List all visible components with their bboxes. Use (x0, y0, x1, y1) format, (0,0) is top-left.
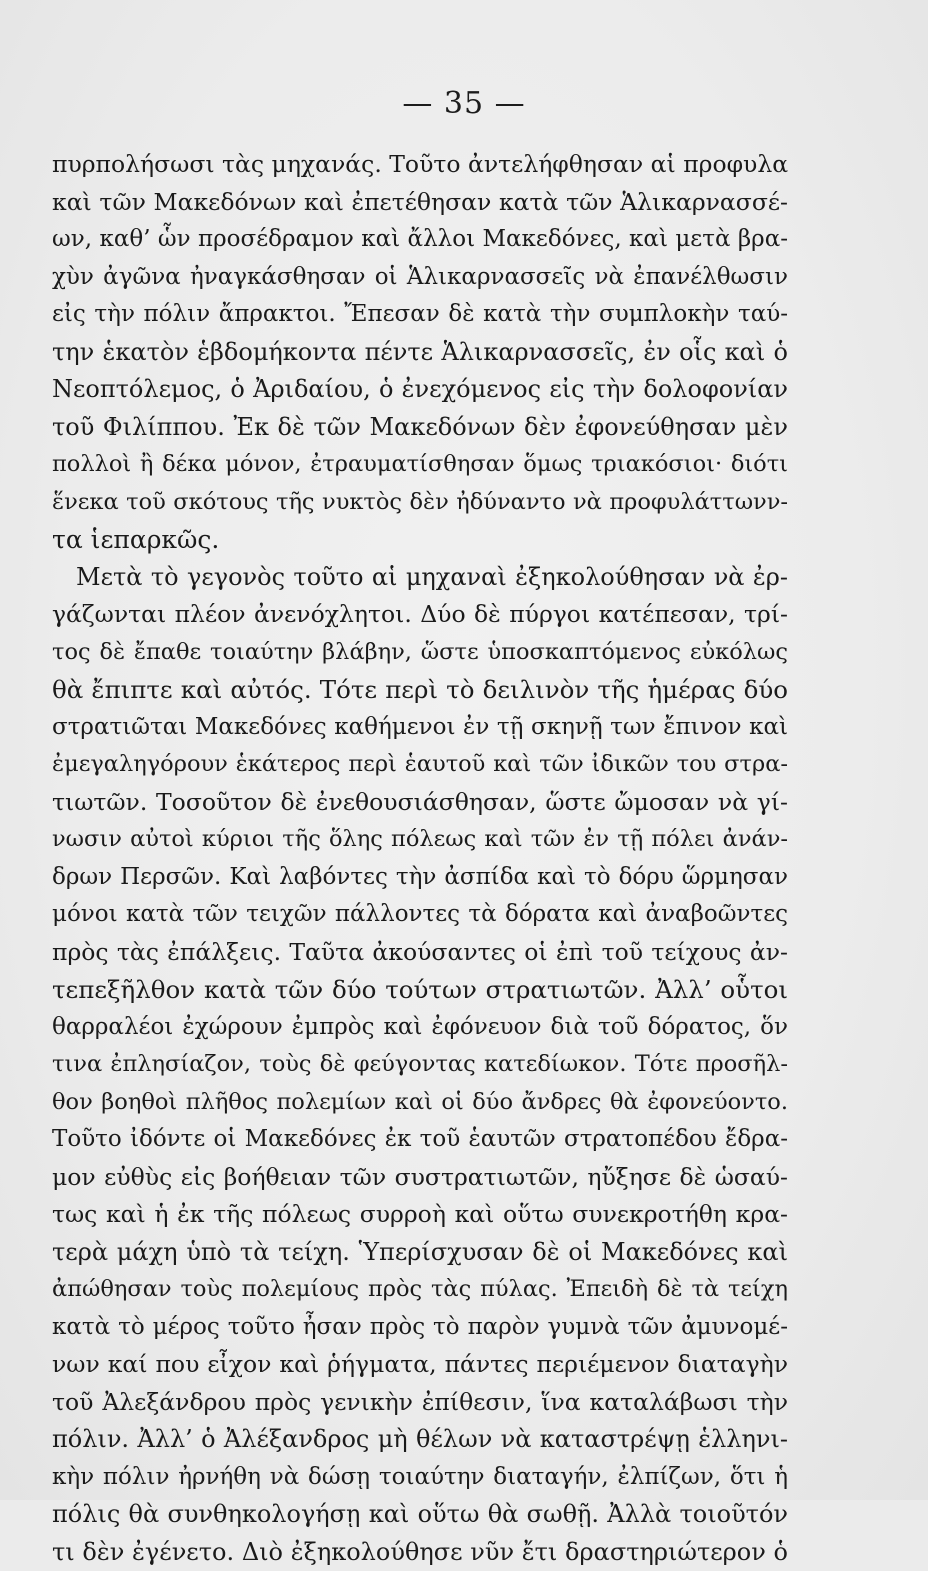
text-line: ἐμεγαληγόρουν ἑκάτερος περὶ ἑαυτοῦ καὶ τῶν ἰδικῶν του στρα- (52, 746, 788, 784)
text-line: πόλις θὰ συνθηκολογήσῃ καὶ οὕτω θὰ σωθῇ. Ἀλλὰ τοιοῦτόν (52, 1496, 788, 1534)
paragraph-end-line: τα ἱεπαρκῶς. (52, 521, 788, 559)
text-line: τος δὲ ἔπαθε τοιαύτην βλάβην, ὥστε ὑποσκαπτόμενος εὐκόλως (52, 634, 788, 672)
text-line: πόλιν. Ἀλλ’ ὁ Ἀλέξανδρος μὴ θέλων νὰ καταστρέψῃ ἑλληνι- (52, 1421, 788, 1459)
text-line: πολλοὶ ἢ δέκα μόνον, ἐτραυματίσθησαν ὅμως τριακόσιοι· διότι (52, 446, 788, 484)
text-line: μόνοι κατὰ τῶν τειχῶν πάλλοντες τὰ δόρατα καὶ ἀναβοῶντες (52, 896, 788, 934)
text-line: νωσιν αὐτοὶ κύριοι τῆς ὅλης πόλεως καὶ τῶν ἐν τῇ πόλει ἀνάν- (52, 821, 788, 859)
paragraph-start-line: Μετὰ τὸ γεγονὸς τοῦτο αἱ μηχαναὶ ἐξηκολούθησαν νὰ ἐρ- (52, 559, 788, 597)
text-line: κατὰ τὸ μέρος τοῦτο ἦσαν πρὸς τὸ παρὸν γυμνὰ τῶν ἀμυνομέ- (52, 1309, 788, 1347)
text-line: εἰς τὴν πόλιν ἄπρακτοι. Ἔπεσαν δὲ κατὰ τὴν συμπλοκὴν ταύ- (52, 296, 788, 334)
text-line: τοῦ Φιλίππου. Ἐκ δὲ τῶν Μακεδόνων δὲν ἐφονεύθησαν μὲν (52, 409, 788, 447)
text-line: ἀπώθησαν τοὺς πολεμίους πρὸς τὰς πύλας. Ἐπειδὴ δὲ τὰ τείχη (52, 1271, 788, 1309)
page-number: — 35 — (0, 86, 928, 121)
text-line: θαρραλέοι ἐχώρουν ἐμπρὸς καὶ ἐφόνευον διὰ τοῦ δόρατος, ὅν (52, 1009, 788, 1047)
text-line: καὶ τῶν Μακεδόνων καὶ ἐπετέθησαν κατὰ τῶν Ἁλικαρνασσέ- (52, 184, 788, 222)
text-line: τιωτῶν. Τοσοῦτον δὲ ἐνεθουσιάσθησαν, ὥστε ὤμοσαν νὰ γί- (52, 784, 788, 822)
text-line: ἕνεκα τοῦ σκότους τῆς νυκτὸς δὲν ἠδύναντο νὰ προφυλάττωνν- (52, 484, 788, 522)
text-line: τι δὲν ἐγένετο. Διὸ ἐξηκολούθησε νῦν ἔτι δραστηριώτερον ὁ (52, 1534, 788, 1571)
text-line: δρων Περσῶν. Καὶ λαβόντες τὴν ἀσπίδα καὶ τὸ δόρυ ὥρμησαν (52, 859, 788, 897)
text-line: πυρπολήσωσι τὰς μηχανάς. Τοῦτο ἀντελήφθησαν αἱ προφυλα (52, 146, 788, 184)
text-line: νων καί που εἶχον καὶ ῥήγματα, πάντες περιέμενον διαταγὴν (52, 1346, 788, 1384)
text-line: τως καὶ ἡ ἐκ τῆς πόλεως συρροὴ καὶ οὕτω συνεκροτήθη κρα- (52, 1196, 788, 1234)
text-line: τεπεξῆλθον κατὰ τῶν δύο τούτων στρατιωτῶν. Ἀλλ’ οὗτοι (52, 971, 788, 1009)
text-line: πρὸς τὰς ἐπάλξεις. Ταῦτα ἀκούσαντες οἱ ἐπὶ τοῦ τείχους ἀν- (52, 934, 788, 972)
text-line: τοῦ Ἀλεξάνδρου πρὸς γενικὴν ἐπίθεσιν, ἵνα καταλάβωσι τὴν (52, 1384, 788, 1422)
text-line: στρατιῶται Μακεδόνες καθήμενοι ἐν τῇ σκηνῇ των ἔπινον καὶ (52, 709, 788, 747)
text-line: τινα ἐπλησίαζον, τοὺς δὲ φεύγοντας κατεδίωκον. Τότε προσῆλ- (52, 1046, 788, 1084)
text-line: χὺν ἀγῶνα ἠναγκάσθησαν οἱ Ἁλικαρνασσεῖς νὰ ἐπανέλθωσιν (52, 259, 788, 297)
text-line: τερὰ μάχη ὑπὸ τὰ τείχη. Ὑπερίσχυσαν δὲ οἱ Μακεδόνες καὶ (52, 1234, 788, 1272)
text-line: μον εὐθὺς εἰς βοήθειαν τῶν συστρατιωτῶν, ηὔξησε δὲ ὡσαύ- (52, 1159, 788, 1197)
text-line: κὴν πόλιν ἠρνήθη νὰ δώσῃ τοιαύτην διαταγήν, ἐλπίζων, ὅτι ἡ (52, 1459, 788, 1497)
text-line: Νεοπτόλεμος, ὁ Ἀριδαίου, ὁ ἐνεχόμενος εἰς τὴν δολοφονίαν (52, 371, 788, 409)
text-line: θον βοηθοὶ πλῆθος πολεμίων καὶ οἱ δύο ἄνδρες θὰ ἐφονεύοντο. (52, 1084, 788, 1122)
body-text (52, 146, 788, 1571)
text-line: την ἑκατὸν ἑβδομήκοντα πέντε Ἁλικαρνασσεῖς, ἐν οἷς καὶ ὁ (52, 334, 788, 372)
text-line: Τοῦτο ἰδόντε οἱ Μακεδόνες ἐκ τοῦ ἑαυτῶν στρατοπέδου ἔδρα- (52, 1121, 788, 1159)
text-line: ων, καθ’ ὧν προσέδραμον καὶ ἄλλοι Μακεδόνες, καὶ μετὰ βρα- (52, 221, 788, 259)
text-line: θὰ ἔπιπτε καὶ αὐτός. Τότε περὶ τὸ δειλινὸν τῆς ἡμέρας δύο (52, 671, 788, 709)
text-line: γάζωνται πλέον ἀνενόχλητοι. Δύο δὲ πύργοι κατέπεσαν, τρί- (52, 596, 788, 634)
